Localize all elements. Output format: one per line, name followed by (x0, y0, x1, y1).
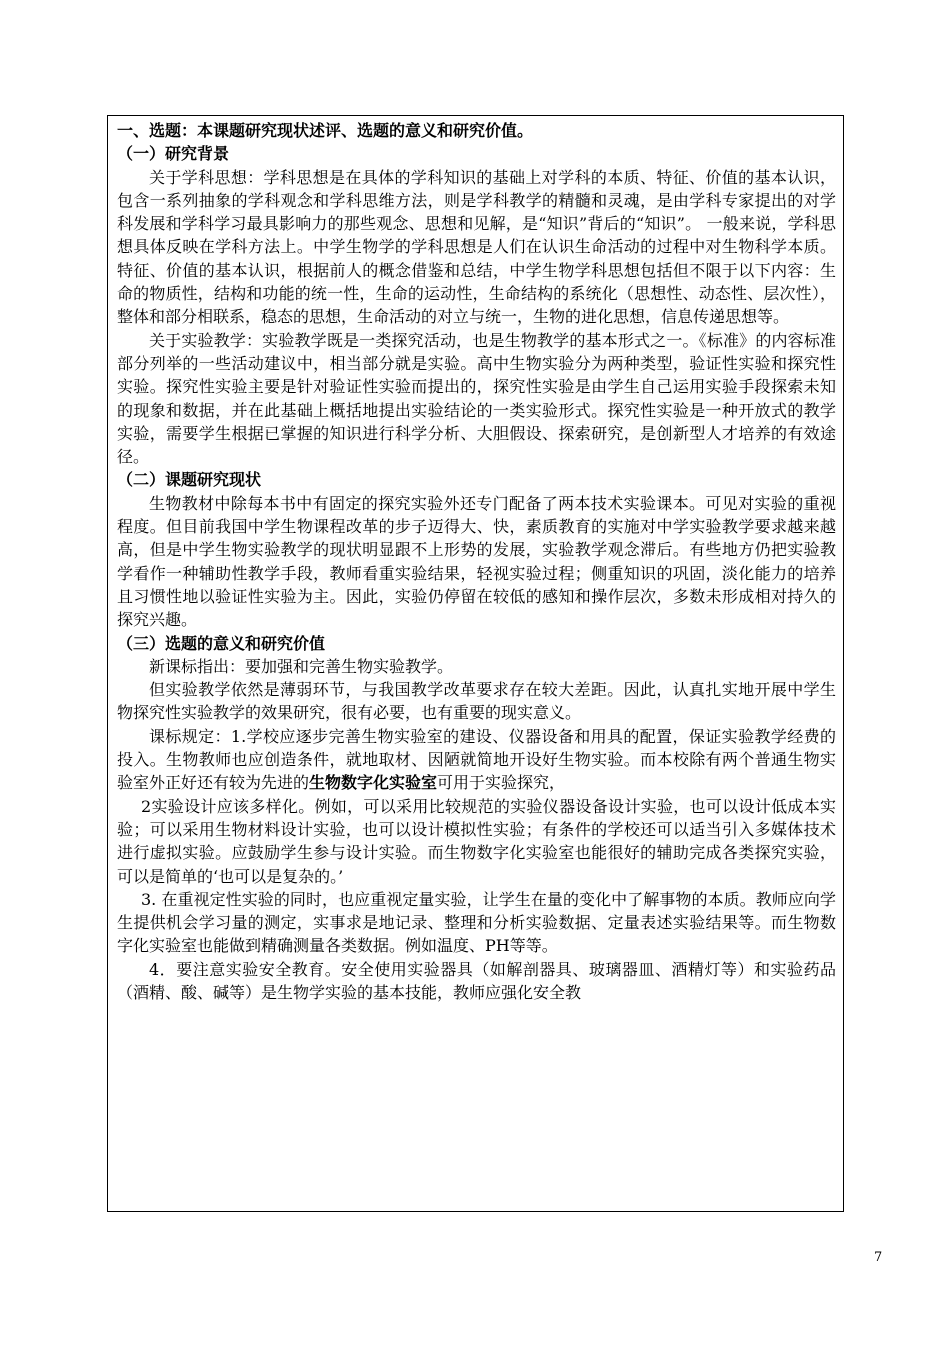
paragraph-rule-4: 4．要注意实验安全教育。安全使用实验器具（如解剖器具、玻璃器皿、酒精灯等）和实验药品（酒精、酸、碱等）是生物学实验的基本技能，教师应强化安全教 (117, 959, 836, 1002)
page-number: 7 (874, 1250, 883, 1265)
paragraph-new-standard: 新课标指出：要加强和完善生物实验教学。 (149, 656, 454, 676)
rule-1-text: 课标规定：1.学校应逐步完善生物实验室的建设、仪器设备和用具的配置，保证实验教学经费的投入。生物教师也应创造条件，就地取材、因陋就简地开设好生物实验。而本校除有两个普通生物实验室外正好还有较为先进的 (117, 726, 836, 793)
digital-lab-highlight: 生物数字化实验室 (309, 773, 438, 793)
paragraph-experiment-teaching: 关于实验教学：实验教学既是一类探究活动，也是生物教学的基本形式之一。《标准》的内容标准部分列举的一些活动建议中，相当部分就是实验。高中生物实验分为两种类型，验证性实验和探究性实验。探究性实验主要是针对验证性实验而提出的，探究性实验是由学生自己运用实验手段探索未知的现象和数据，并在此基础上概括地提出实验结论的一类实验形式。探究性实验是一种开放式的教学实验，需要学生根据已掌握的知识进行科学分析、大胆假设、探索研究，是创新型人才培养的有效途径。 (117, 330, 836, 467)
main-title: 一、选题：本课题研究现状述评、选题的意义和研究价值。 (117, 121, 534, 140)
paragraph-weak-link: 但实验教学依然是薄弱环节，与我国教学改革要求存在较大差距。因此，认真扎实地开展中学生物探究性实验教学的效果研究，很有必要，也有重要的现实意义。 (117, 680, 836, 723)
section-heading-significance: （三）选题的意义和研究价值 (117, 633, 326, 653)
paragraph-research-status: 生物教材中除每本书中有固定的探究实验外还专门配备了两本技术实验课本。可见对实验的重视程度。但目前我国中学生物课程改革的步子迈得大、快，素质教育的实施对中学实验教学要求越来越高，但是中学生物实验教学的现状明显跟不上形势的发展，实验教学观念滞后。有些地方仍把实验教学看作一种辅助性教学手段，教师看重实验结果，轻视实验过程；侧重知识的巩固，淡化能力的培养且习惯性地以验证性实验为主。因此，实验仍停留在较低的感知和操作层次，多数未形成相对持久的探究兴趣。 (117, 493, 836, 630)
paragraph-standard-rule-1 (117, 725, 836, 795)
paragraph-subject-thought: 关于学科思想：学科思想是在具体的学科知识的基础上对学科的本质、特征、价值的基本认识，包含一系列抽象的学科观念和学科思维方法，则是学科教学的精髓和灵魂，是由学科专家提出的对学科发展和学科学习最具影响力的那些观念、思想和见解，是“知识”背后的“知识”。 一般来说，学科思想具体反映在学科方法上。中学生物学的学科思想是人们在认识生命活动的过程中对生物科学本质。特征、价值的基本认识，根据前人的概念借鉴和总结，中学生物学科思想包括但不限于以下内容：生命的物质性，结构和功能的统一性，生命的运动性，生命结构的系统化（思想性、动态性、层次性），整体和部分相联系，稳态的思想，生命活动的对立与统一，生物的进化思想，信息传递思想等。 (117, 167, 836, 327)
content-table-cell (107, 115, 844, 1212)
section-heading-background: （一）研究背景 (117, 144, 230, 164)
paragraph-rule-3: 3. 在重视定性实验的同时，也应重视定量实验，让学生在量的变化中了解事物的本质。教师应向学生提供机会学习量的测定，实事求是地记录、整理和分析实验数据、定量表述实验结果等。而生物数字化实验室也能做到精确测量各类数据。例如温度、PH等等。 (117, 889, 836, 956)
section-heading-status: （二）课题研究现状 (117, 470, 262, 490)
paragraph-rule-2: 2实验设计应该多样化。例如，可以采用比较规范的实验仪器设备设计实验，也可以设计低成本实验；可以采用生物材料设计实验，也可以设计模拟性实验；有条件的学校还可以适当引入多媒体技术进行虚拟实验。应鼓励学生参与设计实验。而生物数字化实验室也能很好的辅助完成各类探究实验，可以是简单的‘也可以是复杂的。’ (117, 796, 836, 886)
rule-1-tail: 可用于实验探究， (437, 773, 566, 793)
